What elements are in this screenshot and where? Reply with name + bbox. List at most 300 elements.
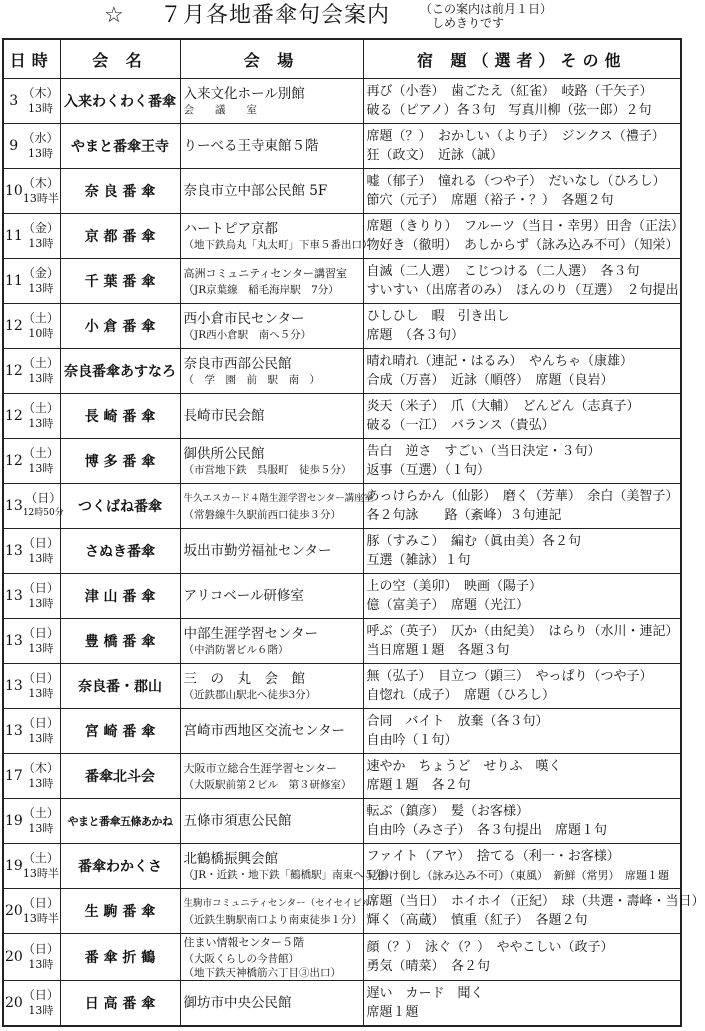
weekday: （木） xyxy=(22,86,59,100)
table-row xyxy=(3,304,681,349)
topic-line: ファイト（アヤ） 捨てる（利一・お客様） xyxy=(366,849,620,864)
meeting-name: つくばね番傘 xyxy=(60,484,180,529)
weekday: （日） xyxy=(22,626,59,640)
meeting-name: やまと番傘五條あかね xyxy=(60,799,180,844)
table-row xyxy=(3,754,681,799)
table-row xyxy=(3,934,681,981)
day-number: 12 xyxy=(5,408,23,424)
day-number: 20 xyxy=(5,903,23,919)
date-detail xyxy=(23,942,59,972)
date-detail xyxy=(23,671,59,701)
meeting-name: やまと番傘王寺 xyxy=(60,124,180,169)
header-date: 日時 xyxy=(3,39,60,79)
date-cell xyxy=(3,709,60,754)
topic-line: 節穴（元子） 席題（裕子・？） 各題２句 xyxy=(366,193,614,208)
topic-line: 狂（政文） 近詠（誠） xyxy=(366,148,504,163)
venue-cell xyxy=(180,529,363,574)
date-cell xyxy=(3,981,60,1027)
topic-cell xyxy=(363,259,681,304)
weekday: （土） xyxy=(22,851,59,865)
weekday: （日） xyxy=(22,896,59,910)
topic-line: あっけらかん（仙影） 磨く（芳華） 余白（美智子） xyxy=(366,489,679,504)
date-cell xyxy=(3,79,60,124)
topic-line: 自由吟（みさ子） 各３句提出 席題１句 xyxy=(366,823,608,838)
table-row xyxy=(3,619,681,664)
start-time: 12時50分 xyxy=(22,508,64,518)
start-time: 13時半 xyxy=(22,867,59,880)
topic-cell xyxy=(363,934,681,981)
date-detail xyxy=(22,86,58,116)
date-detail xyxy=(23,581,59,611)
venue-name: 生駒市コミュニティセンター（セイセイビル） xyxy=(183,898,381,909)
date-cell xyxy=(3,664,60,709)
venue-cell xyxy=(180,124,363,169)
date-cell xyxy=(3,619,60,664)
venue-name: 三 の 丸 会 館 xyxy=(183,671,305,687)
topic-cell xyxy=(363,349,681,394)
start-time: 13時 xyxy=(28,237,54,250)
venue-access: 会 議 室 xyxy=(183,104,257,116)
date-detail xyxy=(23,401,59,431)
venue-access: （近鉄郡山駅北へ徒歩3分） xyxy=(183,689,317,701)
table-row xyxy=(3,79,681,124)
start-time: 10時 xyxy=(28,327,54,340)
topic-cell xyxy=(363,664,681,709)
topic-cell xyxy=(363,619,681,664)
topic-line: 豚（すみこ） 編む（眞由美）各２句 xyxy=(366,534,582,549)
topic-line: 顔（？） 泳ぐ（？） ややこしい（政子） xyxy=(366,940,614,955)
day-number: 13 xyxy=(5,543,23,559)
topic-line: 破る（一江） バランス（貴弘） xyxy=(366,418,555,433)
venue-access: （地下鉄烏丸「丸太町」下車５番出口） xyxy=(183,239,373,251)
date-cell xyxy=(3,799,60,844)
start-time: 13時 xyxy=(28,822,54,835)
venue-access: （ 学 園 前 駅 南 ） xyxy=(183,374,320,386)
venue-cell xyxy=(180,79,363,124)
venue-access: （大阪駅前第２ビル 第３研修室） xyxy=(183,779,352,791)
topic-line: 破る（ピアノ）各３句 写真川柳（弦一郎）２句 xyxy=(366,103,652,118)
date-wrap xyxy=(5,942,59,972)
title-note-line-1: （この案内は前月１日） xyxy=(420,2,553,16)
venue-cell xyxy=(180,619,363,664)
day-number: 12 xyxy=(5,318,23,334)
topic-line: 物好き（徹明） あしからず（詠み込み不可）（知栄） xyxy=(366,238,679,253)
meeting-name: 千 葉 番 傘 xyxy=(60,259,180,304)
date-cell xyxy=(3,214,60,259)
venue-access: （JR・近鉄・地下鉄「鶴橋駅」南東へ５分） xyxy=(183,869,396,881)
venue-cell xyxy=(180,394,363,439)
venue-name: 住まい情報センター５階 xyxy=(183,936,305,949)
day-number: 20 xyxy=(5,949,23,965)
date-wrap xyxy=(5,626,59,656)
topic-line: 自滅（二人選） こじつける（二人選） 各３句 xyxy=(366,264,640,279)
date-cell xyxy=(3,484,64,529)
start-time: 13時 xyxy=(28,282,54,295)
date-detail xyxy=(23,311,59,341)
topic-line: すいすい（出席者のみ） ほんのり（互選） ２句提出 xyxy=(366,283,679,298)
venue-cell xyxy=(180,574,363,619)
venue-access: （常磐線牛久駅前西口徒歩３分） xyxy=(183,509,341,521)
table-row xyxy=(3,889,681,934)
weekday: （土） xyxy=(22,311,59,325)
topic-line: 各２句詠 路（紊峰）３句連記 xyxy=(366,508,562,523)
date-wrap xyxy=(5,446,59,476)
topic-line: 再び（小巻） 歯ごたえ（紅雀） 岐路（千矢子） xyxy=(366,84,653,99)
date-wrap xyxy=(5,356,59,386)
venue-name: 奈良市西部公民館 xyxy=(183,356,292,372)
topic-line: 自惚れ（成子） 席題（ひろし） xyxy=(366,688,556,703)
day-number: 11 xyxy=(5,273,23,289)
date-wrap xyxy=(5,491,64,521)
topic-line: 席題（きりり） フルーツ（当日・幸男）田舎（正法） xyxy=(366,219,684,234)
topic-cell xyxy=(363,304,681,349)
topic-cell xyxy=(363,844,681,889)
day-number: 3 xyxy=(9,93,19,109)
date-detail xyxy=(23,266,59,296)
weekday: （金） xyxy=(22,221,59,235)
day-number: 13 xyxy=(5,678,23,694)
venue-name: アリコベール研修室 xyxy=(183,588,304,604)
topic-line: 返事（互選）（１句） xyxy=(366,463,491,478)
header-name: 会 名 xyxy=(60,39,180,79)
start-time: 13時 xyxy=(28,642,54,655)
start-time: 13時半 xyxy=(22,912,59,925)
table-row xyxy=(3,574,681,619)
meeting-name: 京 都 番 傘 xyxy=(60,214,180,259)
venue-cell xyxy=(180,709,363,754)
topic-cell xyxy=(363,394,681,439)
date-detail xyxy=(23,716,59,746)
venue-name: 長崎市民会館 xyxy=(183,408,265,424)
venue-cell xyxy=(180,754,363,799)
topic-line: 転ぶ（鎮彦） 髪（お客様） xyxy=(366,804,530,819)
topic-line: 席題（当日） ホイホイ（正紀） 球（共選・壽峰・当日） xyxy=(366,894,705,909)
day-number: 19 xyxy=(5,813,23,829)
day-number: 17 xyxy=(5,768,23,784)
weekday: （日） xyxy=(22,716,59,730)
venue-cell xyxy=(180,439,363,484)
topic-line: 互選（雑詠）１句 xyxy=(366,553,471,568)
weekday: （日） xyxy=(22,581,59,595)
topic-line: 億（富美子） 席題（光江） xyxy=(366,598,530,613)
venue-cell xyxy=(180,214,373,259)
weekday: （日） xyxy=(22,536,59,550)
topic-cell xyxy=(363,889,705,934)
table-row xyxy=(3,484,681,529)
date-detail xyxy=(23,896,59,926)
date-cell xyxy=(3,934,60,981)
venue-name: ハートピア京都 xyxy=(183,221,278,237)
date-detail xyxy=(22,131,58,161)
topic-line: 速やか ちょうど せりふ 嘆く xyxy=(366,759,562,774)
date-detail xyxy=(23,536,59,566)
meeting-name: 博 多 番 傘 xyxy=(60,439,180,484)
venue-access: （中消防署ビル６階） xyxy=(183,644,289,656)
topic-line: 遅い カード 聞く xyxy=(366,986,484,1001)
start-time: 13時 xyxy=(28,462,54,475)
topic-cell xyxy=(363,529,681,574)
topic-cell xyxy=(363,79,681,124)
venue-name: りーべる王寺東館５階 xyxy=(183,138,319,154)
start-time: 13時 xyxy=(28,732,54,745)
meeting-name: 長 崎 番 傘 xyxy=(60,394,180,439)
meeting-name: さぬき番傘 xyxy=(60,529,180,574)
date-wrap xyxy=(5,988,59,1018)
date-wrap xyxy=(5,581,59,611)
venue-access: （JR西小倉駅 南へ５分） xyxy=(183,329,312,341)
date-detail xyxy=(23,176,59,206)
table-row xyxy=(3,349,681,394)
weekday: （土） xyxy=(22,446,59,460)
venue-access: （近鉄生駒駅南口より南東徒歩１分） xyxy=(183,914,362,926)
weekday: （水） xyxy=(22,131,59,145)
day-number: 12 xyxy=(5,363,23,379)
meeting-name: 奈 良 番 傘 xyxy=(60,169,180,214)
meeting-name: 日 高 番 傘 xyxy=(60,981,180,1027)
day-number: 11 xyxy=(5,228,23,244)
header-venue: 会 場 xyxy=(180,39,363,79)
table-row xyxy=(3,169,681,214)
day-number: 13 xyxy=(5,723,23,739)
venue-name: 奈良市立中部公民館 5F xyxy=(183,183,328,199)
date-wrap xyxy=(5,806,59,836)
meeting-name: 番傘わかくさ xyxy=(60,844,180,889)
start-time: 13時 xyxy=(27,102,53,115)
venue-name: 西小倉市民センター xyxy=(183,311,305,327)
date-detail xyxy=(23,491,64,521)
topic-line: 嘘（郁子） 憧れる（つや子） だいなし（ひろし） xyxy=(366,174,666,189)
topic-cell xyxy=(363,214,684,259)
table-row xyxy=(3,214,681,259)
day-number: 10 xyxy=(5,183,23,199)
venue-name: 北鶴橋振興会館 xyxy=(183,851,278,867)
date-wrap xyxy=(5,536,59,566)
topic-line: 無（弘子） 目立つ（顕三） やっぱり（つや子） xyxy=(366,669,653,684)
topic-line: 呼ぶ（英子） 仄か（由紀美） はらり（水川・連記） xyxy=(366,624,679,639)
meeting-name: 番 傘 折 鶴 xyxy=(60,934,180,981)
table-row xyxy=(3,394,681,439)
venue-cell xyxy=(180,844,396,889)
topic-line: 席題１題 各２句 xyxy=(366,778,471,793)
topic-line: 告白 逆さ すごい（当日決定・３句） xyxy=(366,444,601,459)
topic-cell xyxy=(363,124,681,169)
date-wrap xyxy=(5,176,59,206)
date-wrap xyxy=(5,761,59,791)
date-cell xyxy=(3,889,60,934)
table-row xyxy=(3,664,681,709)
venue-cell xyxy=(180,304,363,349)
date-wrap xyxy=(5,851,59,881)
topic-line: 自由吟（１句） xyxy=(366,733,458,748)
start-time: 13時 xyxy=(28,552,54,565)
date-detail xyxy=(23,626,59,656)
page-title: ７月各地番傘句会案内 xyxy=(160,3,391,28)
date-wrap xyxy=(5,716,59,746)
date-wrap xyxy=(5,221,59,251)
table-row xyxy=(3,259,681,304)
schedule-table xyxy=(2,38,705,1027)
weekday: （土） xyxy=(22,401,59,415)
weekday: （日） xyxy=(25,491,62,505)
table-row xyxy=(3,981,681,1027)
topic-line: 晴れ晴れ（連記・はるみ） やんちゃ（康雄） xyxy=(366,354,634,369)
venue-name: 入来文化ホール別館 xyxy=(183,86,305,102)
date-detail xyxy=(23,988,59,1018)
venue-name: 牛久エスカード４階生涯学習センター講座室 xyxy=(183,493,374,504)
venue-access: （地下鉄天神橋筋六丁目③出口） xyxy=(183,967,341,979)
venue-cell xyxy=(180,169,363,214)
date-cell xyxy=(3,349,60,394)
topic-line: 見掛け倒し（詠み込み不可）（東風） 新鮮（常男） 席題１題 xyxy=(366,869,669,882)
start-time: 13時半 xyxy=(22,192,59,205)
date-cell xyxy=(3,394,60,439)
day-number: 9 xyxy=(9,138,19,154)
meeting-name: 生 駒 番 傘 xyxy=(60,889,180,934)
weekday: （木） xyxy=(22,761,59,775)
date-cell xyxy=(3,574,60,619)
meeting-name: 奈良番傘あすなろ xyxy=(60,349,180,394)
date-wrap xyxy=(5,131,59,161)
schedule-rows xyxy=(3,79,705,1027)
title-note-line-2: しめきりです xyxy=(432,16,505,30)
meeting-name: 番傘北斗会 xyxy=(60,754,180,799)
venue-cell xyxy=(180,981,363,1027)
date-cell xyxy=(3,169,60,214)
table-row xyxy=(3,709,681,754)
topic-cell xyxy=(363,484,681,529)
topic-cell xyxy=(363,574,681,619)
date-detail xyxy=(23,446,59,476)
venue-access: （市営地下鉄 呉服町 徒歩５分） xyxy=(183,464,352,476)
table-row xyxy=(3,799,681,844)
date-cell xyxy=(3,259,60,304)
date-cell xyxy=(3,124,60,169)
topic-cell xyxy=(363,981,681,1027)
weekday: （木） xyxy=(22,176,59,190)
weekday: （土） xyxy=(22,356,59,370)
start-time: 13時 xyxy=(27,147,53,160)
weekday: （日） xyxy=(22,942,59,956)
start-time: 13時 xyxy=(28,417,54,430)
topic-line: 当日席題１題 各題３句 xyxy=(366,643,510,658)
table-row xyxy=(3,439,681,484)
topic-line: 輝く（高蔵） 慎重（紅子） 各題２句 xyxy=(366,913,588,928)
venue-access: （JR京葉線 稲毛海岸駅 7分） xyxy=(183,284,339,296)
table-row xyxy=(3,124,681,169)
meeting-name: 津 山 番 傘 xyxy=(60,574,180,619)
topic-line: 勇気（晴菜） 各２句 xyxy=(366,959,491,974)
venue-cell xyxy=(180,484,374,529)
topic-cell xyxy=(363,439,681,484)
date-wrap xyxy=(5,311,59,341)
venue-name: 中部生涯学習センター xyxy=(183,626,318,642)
venue-cell xyxy=(180,259,363,304)
topic-cell xyxy=(363,799,681,844)
date-cell xyxy=(3,304,60,349)
weekday: （土） xyxy=(22,806,59,820)
venue-name: 御坊市中央公民館 xyxy=(183,995,292,1011)
meeting-name: 奈良番・郡山 xyxy=(60,664,180,709)
date-detail xyxy=(23,806,59,836)
header-topic: 宿 題（選者）その他 xyxy=(363,39,681,79)
day-number: 12 xyxy=(5,453,23,469)
topic-cell xyxy=(363,709,681,754)
topic-line: 炎天（米子） 爪（大輔） どんどん（志真子） xyxy=(366,399,640,414)
day-number: 13 xyxy=(5,633,23,649)
venue-name: 坂出市勤労福祉センター xyxy=(183,543,332,559)
date-detail xyxy=(23,851,59,881)
venue-name: 大阪市立総合生涯学習センター xyxy=(183,762,338,775)
meeting-name: 宮 崎 番 傘 xyxy=(60,709,180,754)
topic-line: 合成（万喜） 近詠（順啓） 席題（良岩） xyxy=(366,373,614,388)
start-time: 13時 xyxy=(28,597,54,610)
meeting-name: 小 倉 番 傘 xyxy=(60,304,180,349)
date-wrap xyxy=(5,671,59,701)
topic-cell xyxy=(363,169,681,214)
table-row xyxy=(3,529,681,574)
topic-line: 席題１題 xyxy=(366,1005,419,1020)
venue-access: （大阪くらしの今昔館） xyxy=(183,953,299,965)
venue-cell xyxy=(180,349,363,394)
venue-cell xyxy=(180,934,363,981)
topic-line: 合同 バイト 放棄（各３句） xyxy=(366,714,549,729)
date-cell xyxy=(3,529,60,574)
topic-line: ひしひし 暇 引き出し xyxy=(366,309,510,324)
day-number: 20 xyxy=(5,995,23,1011)
table-row xyxy=(3,844,681,889)
venue-cell xyxy=(180,889,381,934)
start-time: 13時 xyxy=(28,372,54,385)
date-wrap xyxy=(5,401,59,431)
weekday: （日） xyxy=(22,988,59,1002)
topic-line: 席題 （各３句） xyxy=(366,328,465,343)
date-detail xyxy=(23,761,59,791)
venue-name: 五條市須恵公民館 xyxy=(183,813,292,829)
date-cell xyxy=(3,754,60,799)
date-detail xyxy=(23,221,59,251)
start-time: 13時 xyxy=(28,1004,54,1017)
venue-name: 高洲コミュニティセンター講習室 xyxy=(183,267,347,280)
venue-name: 御供所公民館 xyxy=(183,446,265,462)
date-wrap xyxy=(5,266,59,296)
meeting-name: 入来わくわく番傘 xyxy=(60,79,180,124)
weekday: （日） xyxy=(22,671,59,685)
topic-line: 上の空（美卯） 映画（陽子） xyxy=(366,579,543,594)
date-detail xyxy=(23,356,59,386)
start-time: 13時 xyxy=(28,777,54,790)
date-cell xyxy=(3,844,60,889)
title-note xyxy=(420,2,552,30)
meeting-name: 豊 橋 番 傘 xyxy=(60,619,180,664)
date-wrap xyxy=(5,896,59,926)
venue-cell xyxy=(180,799,363,844)
date-wrap xyxy=(5,86,59,116)
start-time: 13時 xyxy=(28,958,54,971)
weekday: （金） xyxy=(22,266,59,280)
day-number: 13 xyxy=(5,498,23,514)
day-number: 13 xyxy=(5,588,23,604)
star-icon: ☆ xyxy=(104,3,124,28)
day-number: 19 xyxy=(5,858,23,874)
venue-name: 宮崎市西地区交流センター xyxy=(183,723,345,739)
header-row xyxy=(3,39,681,79)
date-cell xyxy=(3,439,60,484)
venue-cell xyxy=(180,664,363,709)
topic-cell xyxy=(363,754,681,799)
topic-line: 席題（？） おかしい（より子） ジンクス（禮子） xyxy=(366,129,665,144)
start-time: 13時 xyxy=(28,687,54,700)
title-row xyxy=(0,0,684,38)
